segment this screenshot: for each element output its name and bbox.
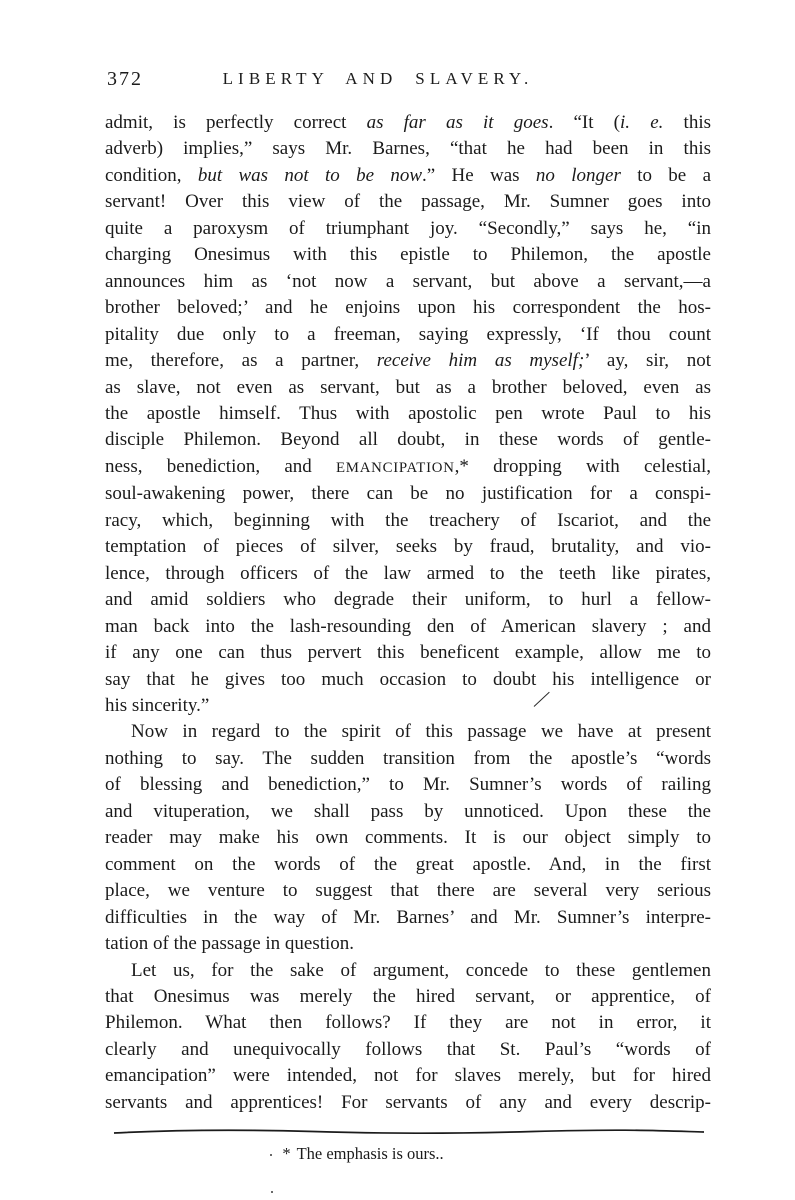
- text-segment: man back into the lash-resounding den of American slavery ; and: [105, 615, 711, 637]
- text-segment: racy, which, beginning with the treachery of Iscariot, and the: [105, 509, 711, 531]
- text-line: [105, 905, 711, 931]
- text-line: [105, 1037, 711, 1063]
- footnote-text: The emphasis is ours..: [296, 1144, 444, 1163]
- text-segment: nothing to say. The sudden transition from the apostle’s “words: [105, 747, 711, 769]
- text-line: [105, 110, 711, 136]
- paragraph: [105, 958, 711, 1117]
- text-line: [105, 799, 711, 825]
- scan-speck: [271, 1191, 273, 1193]
- text-segment: that Onesimus was merely the hired servant, or apprentice, of: [105, 985, 711, 1007]
- text-line: [105, 534, 711, 560]
- text-segment: admit, is perfectly correct: [105, 112, 367, 133]
- footnote: [60, 1144, 666, 1164]
- running-head: LIBERTY AND SLAVERY.: [222, 69, 534, 88]
- text-line: [105, 852, 711, 878]
- italic-text: i. e.: [620, 112, 664, 133]
- text-segment: announces him as ‘not now a servant, but above a servant,—a: [105, 270, 711, 292]
- text-segment: say that he gives too much occasion to doubt his intelligence or: [105, 668, 711, 690]
- text-segment: and vituperation, we shall pass by unnoticed. Upon these the: [105, 800, 711, 822]
- text-line: [105, 746, 711, 772]
- text-segment: servant! Over this view of the passage, Mr. Sumner goes into: [105, 191, 711, 213]
- text-segment: temptation of pieces of silver, seeks by fraud, brutality, and vio-: [105, 536, 711, 558]
- text-segment: place, we venture to suggest that there are several very serious: [105, 880, 711, 902]
- text-segment: and amid soldiers who degrade their uniform, to hurl a fellow-: [105, 589, 711, 611]
- text-line: [105, 322, 711, 348]
- text-segment: lence, through officers of the law armed to the teeth like pirates,: [105, 562, 711, 584]
- text-line: [105, 427, 711, 453]
- text-line: [105, 269, 711, 295]
- text-line: [105, 958, 711, 984]
- page-header: [105, 64, 711, 96]
- text-line: [105, 587, 711, 613]
- text-line: [105, 614, 711, 640]
- text-segment: servants and apprentices! For servants of any and every descrip-: [105, 1091, 711, 1113]
- italic-text: but was not to be now: [197, 164, 423, 186]
- text-segment: adverb) implies,” says Mr. Barnes, “that he had been in this: [105, 138, 711, 160]
- text-line: [105, 242, 711, 268]
- text-segment: .” He was: [422, 164, 536, 186]
- text-segment: ’ ay, sir, not: [584, 350, 711, 372]
- text-line: [105, 931, 711, 957]
- text-segment: me, therefore, as a partner,: [105, 350, 377, 372]
- text-segment: . “It (: [548, 112, 620, 133]
- text-segment: ,* dropping with celestial,: [454, 455, 711, 477]
- text-segment: as slave, not even as servant, but as a brother beloved, even as: [105, 376, 711, 398]
- text-line: [105, 984, 711, 1010]
- text-segment: clearly and unequivocally follows that St. Paul’s “words of: [105, 1038, 711, 1060]
- text-segment: condition,: [105, 164, 198, 186]
- text-segment: ness, benediction, and: [105, 455, 337, 477]
- text-segment: difficulties in the way of Mr. Barnes’ and Mr. Sumner’s interpre-: [105, 906, 711, 928]
- paragraph: [105, 110, 711, 719]
- text-segment: brother beloved;’ and he enjoins upon his correspondent the hos-: [105, 297, 711, 319]
- text-line: [105, 561, 711, 587]
- text-line: [105, 481, 711, 507]
- text-segment: of blessing and benediction,” to Mr. Sumner’s words of railing: [105, 774, 711, 796]
- text-line: [105, 295, 711, 321]
- text-segment: his sincerity.”: [105, 694, 210, 716]
- italic-text: as far as it goes: [366, 112, 549, 133]
- paragraph: [105, 719, 711, 957]
- text-line: [105, 189, 711, 215]
- text-segment: the apostle himself. Thus with apostolic pen wrote Paul to his: [105, 402, 711, 424]
- text-segment: emancipation” were intended, not for slaves merely, but for hired: [105, 1065, 711, 1087]
- text-segment: quite a paroxysm of triumphant joy. “Secondly,” says he, “in: [105, 217, 711, 239]
- text-segment: disciple Philemon. Beyond all doubt, in these words of gentle-: [105, 429, 711, 451]
- text-line: [105, 163, 711, 189]
- text-line: [105, 348, 711, 374]
- body-text: [105, 110, 711, 1116]
- text-line: [105, 1010, 711, 1036]
- text-line: [105, 1090, 711, 1116]
- text-segment: tation of the passage in question.: [105, 933, 355, 955]
- text-segment: this: [663, 112, 711, 133]
- text-segment: if any one can thus pervert this beneficent example, allow me to: [105, 642, 711, 664]
- text-segment: charging Onesimus with this epistle to Philemon, the apostle: [105, 244, 711, 266]
- text-line: [105, 454, 711, 481]
- italic-text: receive him as myself;: [376, 350, 585, 372]
- text-line: [105, 136, 711, 162]
- text-segment: reader may make his own comments. It is our object simply to: [105, 827, 711, 849]
- text-segment: Let us, for the sake of argument, concede to these gentlemen: [131, 959, 711, 981]
- text-line: [105, 719, 711, 745]
- text-line: [105, 772, 711, 798]
- text-line: [105, 1063, 711, 1089]
- text-segment: Now in regard to the spirit of this passage we have at present: [131, 721, 711, 743]
- text-line: [105, 825, 711, 851]
- text-segment: comment on the words of the great apostle. And, in the first: [105, 853, 711, 875]
- text-line: [105, 401, 711, 427]
- text-segment: soul-awakening power, there can be no justification for a conspi-: [105, 483, 711, 505]
- text-segment: to be a: [620, 164, 711, 186]
- smallcaps-text: EMANCIPATION: [336, 459, 455, 476]
- text-line: [105, 667, 711, 693]
- italic-text: no longer: [535, 164, 621, 186]
- text-segment: Philemon. What then follows? If they are not in error, it: [105, 1012, 711, 1034]
- text-line: [105, 640, 711, 666]
- text-line: [105, 508, 711, 534]
- footnote-marker: *: [282, 1144, 291, 1163]
- text-line: [105, 375, 711, 401]
- page-number: 372: [107, 68, 143, 90]
- text-line: [105, 878, 711, 904]
- footnote-rule: [113, 1128, 705, 1136]
- text-line: [105, 216, 711, 242]
- text-segment: pitality due only to a freeman, saying expressly, ‘If thou count: [105, 323, 711, 345]
- text-line: [105, 693, 711, 719]
